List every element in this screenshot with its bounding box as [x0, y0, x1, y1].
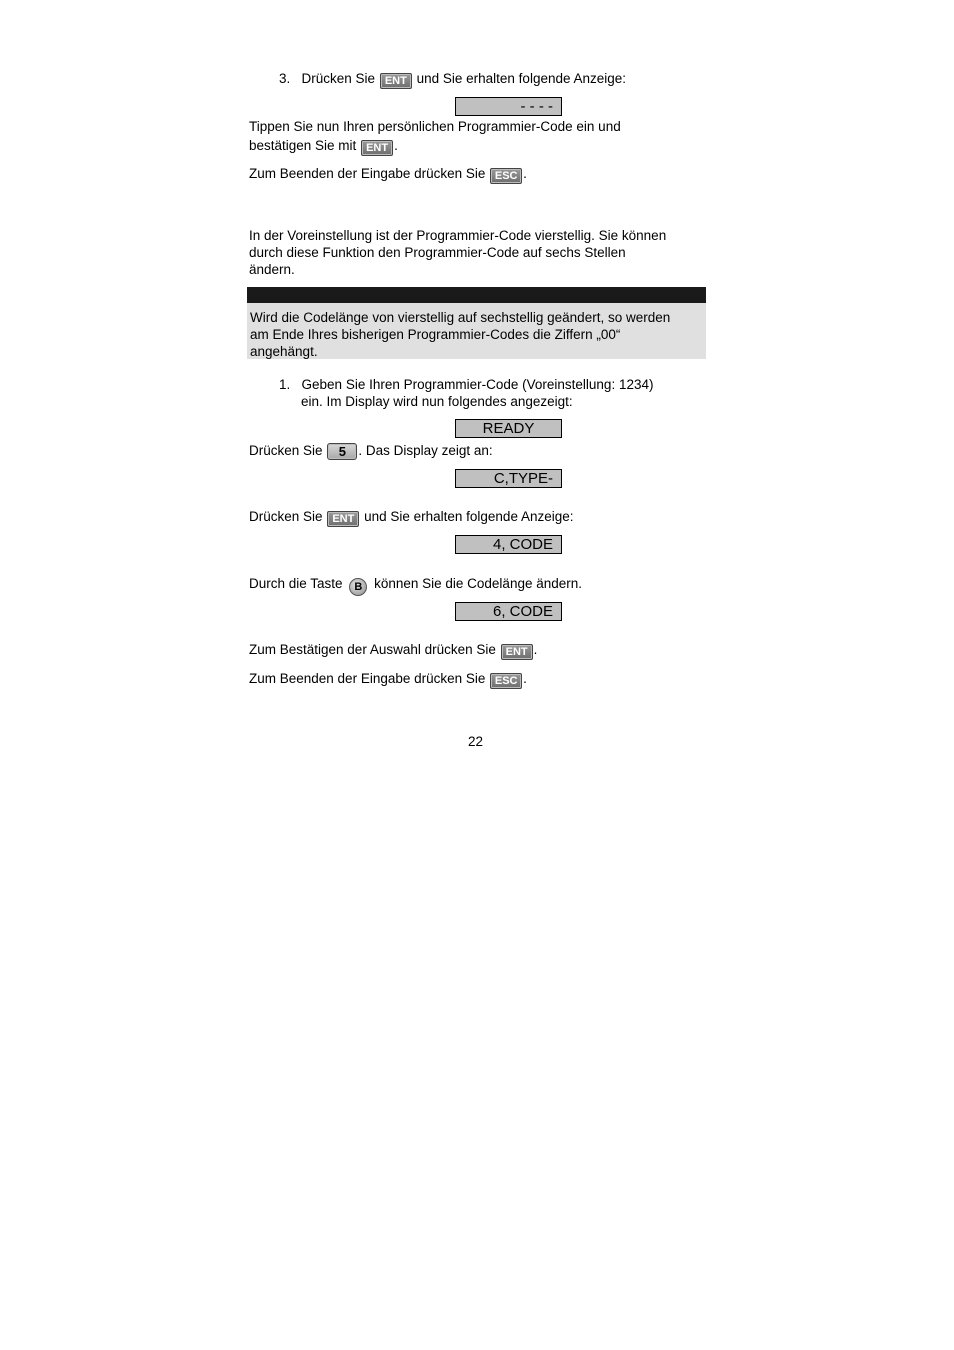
taste-line [249, 575, 582, 596]
intro-line2: durch diese Funktion den Programmier-Code auf sechs Stellen [249, 245, 626, 260]
step-1 [279, 376, 653, 410]
taste-text: Durch die Taste [249, 576, 343, 591]
pressent-post: und Sie erhalten folgende Anzeige: [364, 509, 574, 524]
lcd-display-4code: 4, CODE [455, 535, 562, 554]
note-box [247, 303, 706, 359]
press-5-line [249, 442, 493, 460]
step1-line1: Geben Sie Ihren Programmier-Code (Voreinstellung: 1234) [301, 377, 654, 392]
lcd-display-ctype: C,TYPE- [455, 469, 562, 488]
intro-line1: In der Voreinstellung ist der Programmier-Code vierstellig. Sie können [249, 228, 667, 243]
esc-key-icon: ESC [490, 673, 522, 689]
press-ent-line [249, 508, 574, 527]
beenden-text: Zum Beenden der Eingabe drücken Sie [249, 671, 486, 686]
b-key-icon: B [349, 578, 367, 596]
tippen-paragraph [249, 118, 621, 156]
lcd-display-6code: 6, CODE [455, 602, 562, 621]
note-line1: Wird die Codelänge von vierstellig auf sechstellig geändert, so werden [250, 310, 671, 325]
ent-key-icon: ENT [501, 644, 533, 660]
step-number: 1. [279, 377, 291, 392]
intro-line3: ändern. [249, 262, 295, 277]
pressent-text: Drücken Sie [249, 509, 323, 524]
page-number: 22 [468, 734, 484, 749]
lcd-display-dashes: - - - - [455, 97, 562, 116]
beenden-line-2 [249, 670, 527, 689]
step-3 [279, 70, 626, 89]
five-key-icon: 5 [327, 443, 357, 460]
step-text-post: und Sie erhalten folgende Anzeige: [416, 71, 627, 86]
ent-key-icon: ENT [327, 511, 359, 527]
period: . [394, 138, 398, 153]
intro-paragraph [249, 227, 666, 278]
note-header-bar [247, 287, 706, 303]
step-text-pre: Drücken Sie [301, 71, 376, 86]
tippen-line2 [249, 137, 621, 156]
bestaetigen-line [249, 641, 537, 660]
tippen-line2-text: bestätigen Sie mit [249, 138, 357, 153]
period: . [523, 671, 527, 686]
ent-key-icon: ENT [380, 73, 412, 89]
bestaetigen-text: Zum Bestätigen der Auswahl drücken Sie [249, 642, 496, 657]
ent-key-icon: ENT [361, 140, 393, 156]
beenden-line-1 [249, 165, 527, 184]
step1-line2: ein. Im Display wird nun folgendes angezeigt: [301, 394, 573, 409]
note-line3: angehängt. [250, 344, 318, 359]
esc-key-icon: ESC [490, 168, 522, 184]
step-number: 3. [279, 71, 291, 86]
lcd-display-ready: READY [455, 419, 562, 438]
taste-post: können Sie die Codelänge ändern. [374, 576, 583, 591]
tippen-line1: Tippen Sie nun Ihren persönlichen Programmier-Code ein und [249, 119, 621, 134]
press5-post: . Das Display zeigt an: [358, 443, 493, 458]
period: . [533, 642, 538, 657]
period: . [523, 166, 527, 181]
press5-text: Drücken Sie [249, 443, 323, 458]
note-line2: am Ende Ihres bisherigen Programmier-Codes die Ziffern „00“ [250, 327, 621, 342]
beenden-text: Zum Beenden der Eingabe drücken Sie [249, 166, 486, 181]
